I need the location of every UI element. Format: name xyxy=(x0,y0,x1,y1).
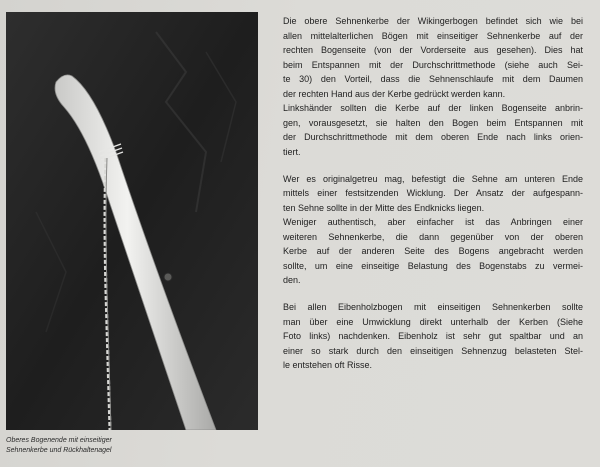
text-line: Linkshänder sollten die Kerbe auf der linken Bogenseite anbrin- xyxy=(283,103,583,113)
text-line: sollte, um eine einseitige Belastung des Bogenstabs zu vermei- xyxy=(283,260,583,271)
text-line: beim Entspannen mit der Durchschrittmethode (siehe auch Sei- xyxy=(283,59,583,70)
text-line: Die obere Sehnenkerbe der Wikingerbogen befindet sich wie bei xyxy=(283,16,583,26)
paragraph-yew-wrapping xyxy=(283,300,583,373)
text-line: rechten Bogenseite (von der Vorderseite aus gesehen). Dies hat xyxy=(283,45,583,55)
text-line: der Durchschrittmethode mit dem oberen Ende nach links orien- xyxy=(283,132,583,142)
text-line: ten Sehne sollte in der Mitte des Endknicks liegen. xyxy=(283,202,485,213)
photo-caption xyxy=(6,436,256,456)
text-line: Foto links) nachdenken. Eibenholz ist sehr gut spaltbar und an xyxy=(283,331,583,342)
text-line: man über eine Umwicklung direkt unterhalb der Kerben (Siehe xyxy=(283,316,583,327)
body-text xyxy=(283,14,583,385)
text-line: weiteren Sehnenkerbe, die dann gegenüber von der oberen xyxy=(283,231,583,242)
paragraph-upper-notch xyxy=(283,14,583,159)
caption-line: Oberes Bogenende mit einseitiger xyxy=(6,437,112,444)
text-line: Bei allen Eibenholzbogen mit einseitigen Sehnenkerben sollte xyxy=(283,302,583,313)
text-line: Kerbe auf der anderen Seite des Bogens angebracht werden xyxy=(283,246,583,257)
paragraph-lower-attachment xyxy=(283,172,583,288)
text-line: mittels einer festsitzenden Wicklung. Der Ansatz der aufgespann- xyxy=(283,188,583,199)
text-line: Weniger authentisch, aber einfacher ist das Anbringen einer xyxy=(283,217,583,228)
bow-end-photo xyxy=(6,12,258,430)
bow-photo-illustration xyxy=(6,12,258,430)
text-line: Wer es originalgetreu mag, befestigt die Sehne am unteren Ende xyxy=(283,173,583,184)
text-line: gen, vorausgesetzt, sie halten den Bogen beim Entspannen mit xyxy=(283,117,583,128)
text-line: allen mittelalterlichen Bögen mit einseitiger Sehnenkerbe auf der xyxy=(283,30,583,41)
caption-line: Sehnenkerbe und Rückhaltenagel xyxy=(6,447,112,454)
text-line: den. xyxy=(283,275,301,286)
text-line: einer so stark durch den einseitigen Sehnenzug belasteten Stel- xyxy=(283,345,583,356)
text-line: le entstehen oft Risse. xyxy=(283,360,373,371)
retaining-nail xyxy=(164,273,172,281)
text-line: te 30) den Vorteil, dass die Sehnenschlaufe mit dem Daumen xyxy=(283,74,583,84)
text-line: der rechten Hand aus der Kerbe gedrückt werden kann. xyxy=(283,88,506,99)
text-line: tiert. xyxy=(283,146,301,157)
